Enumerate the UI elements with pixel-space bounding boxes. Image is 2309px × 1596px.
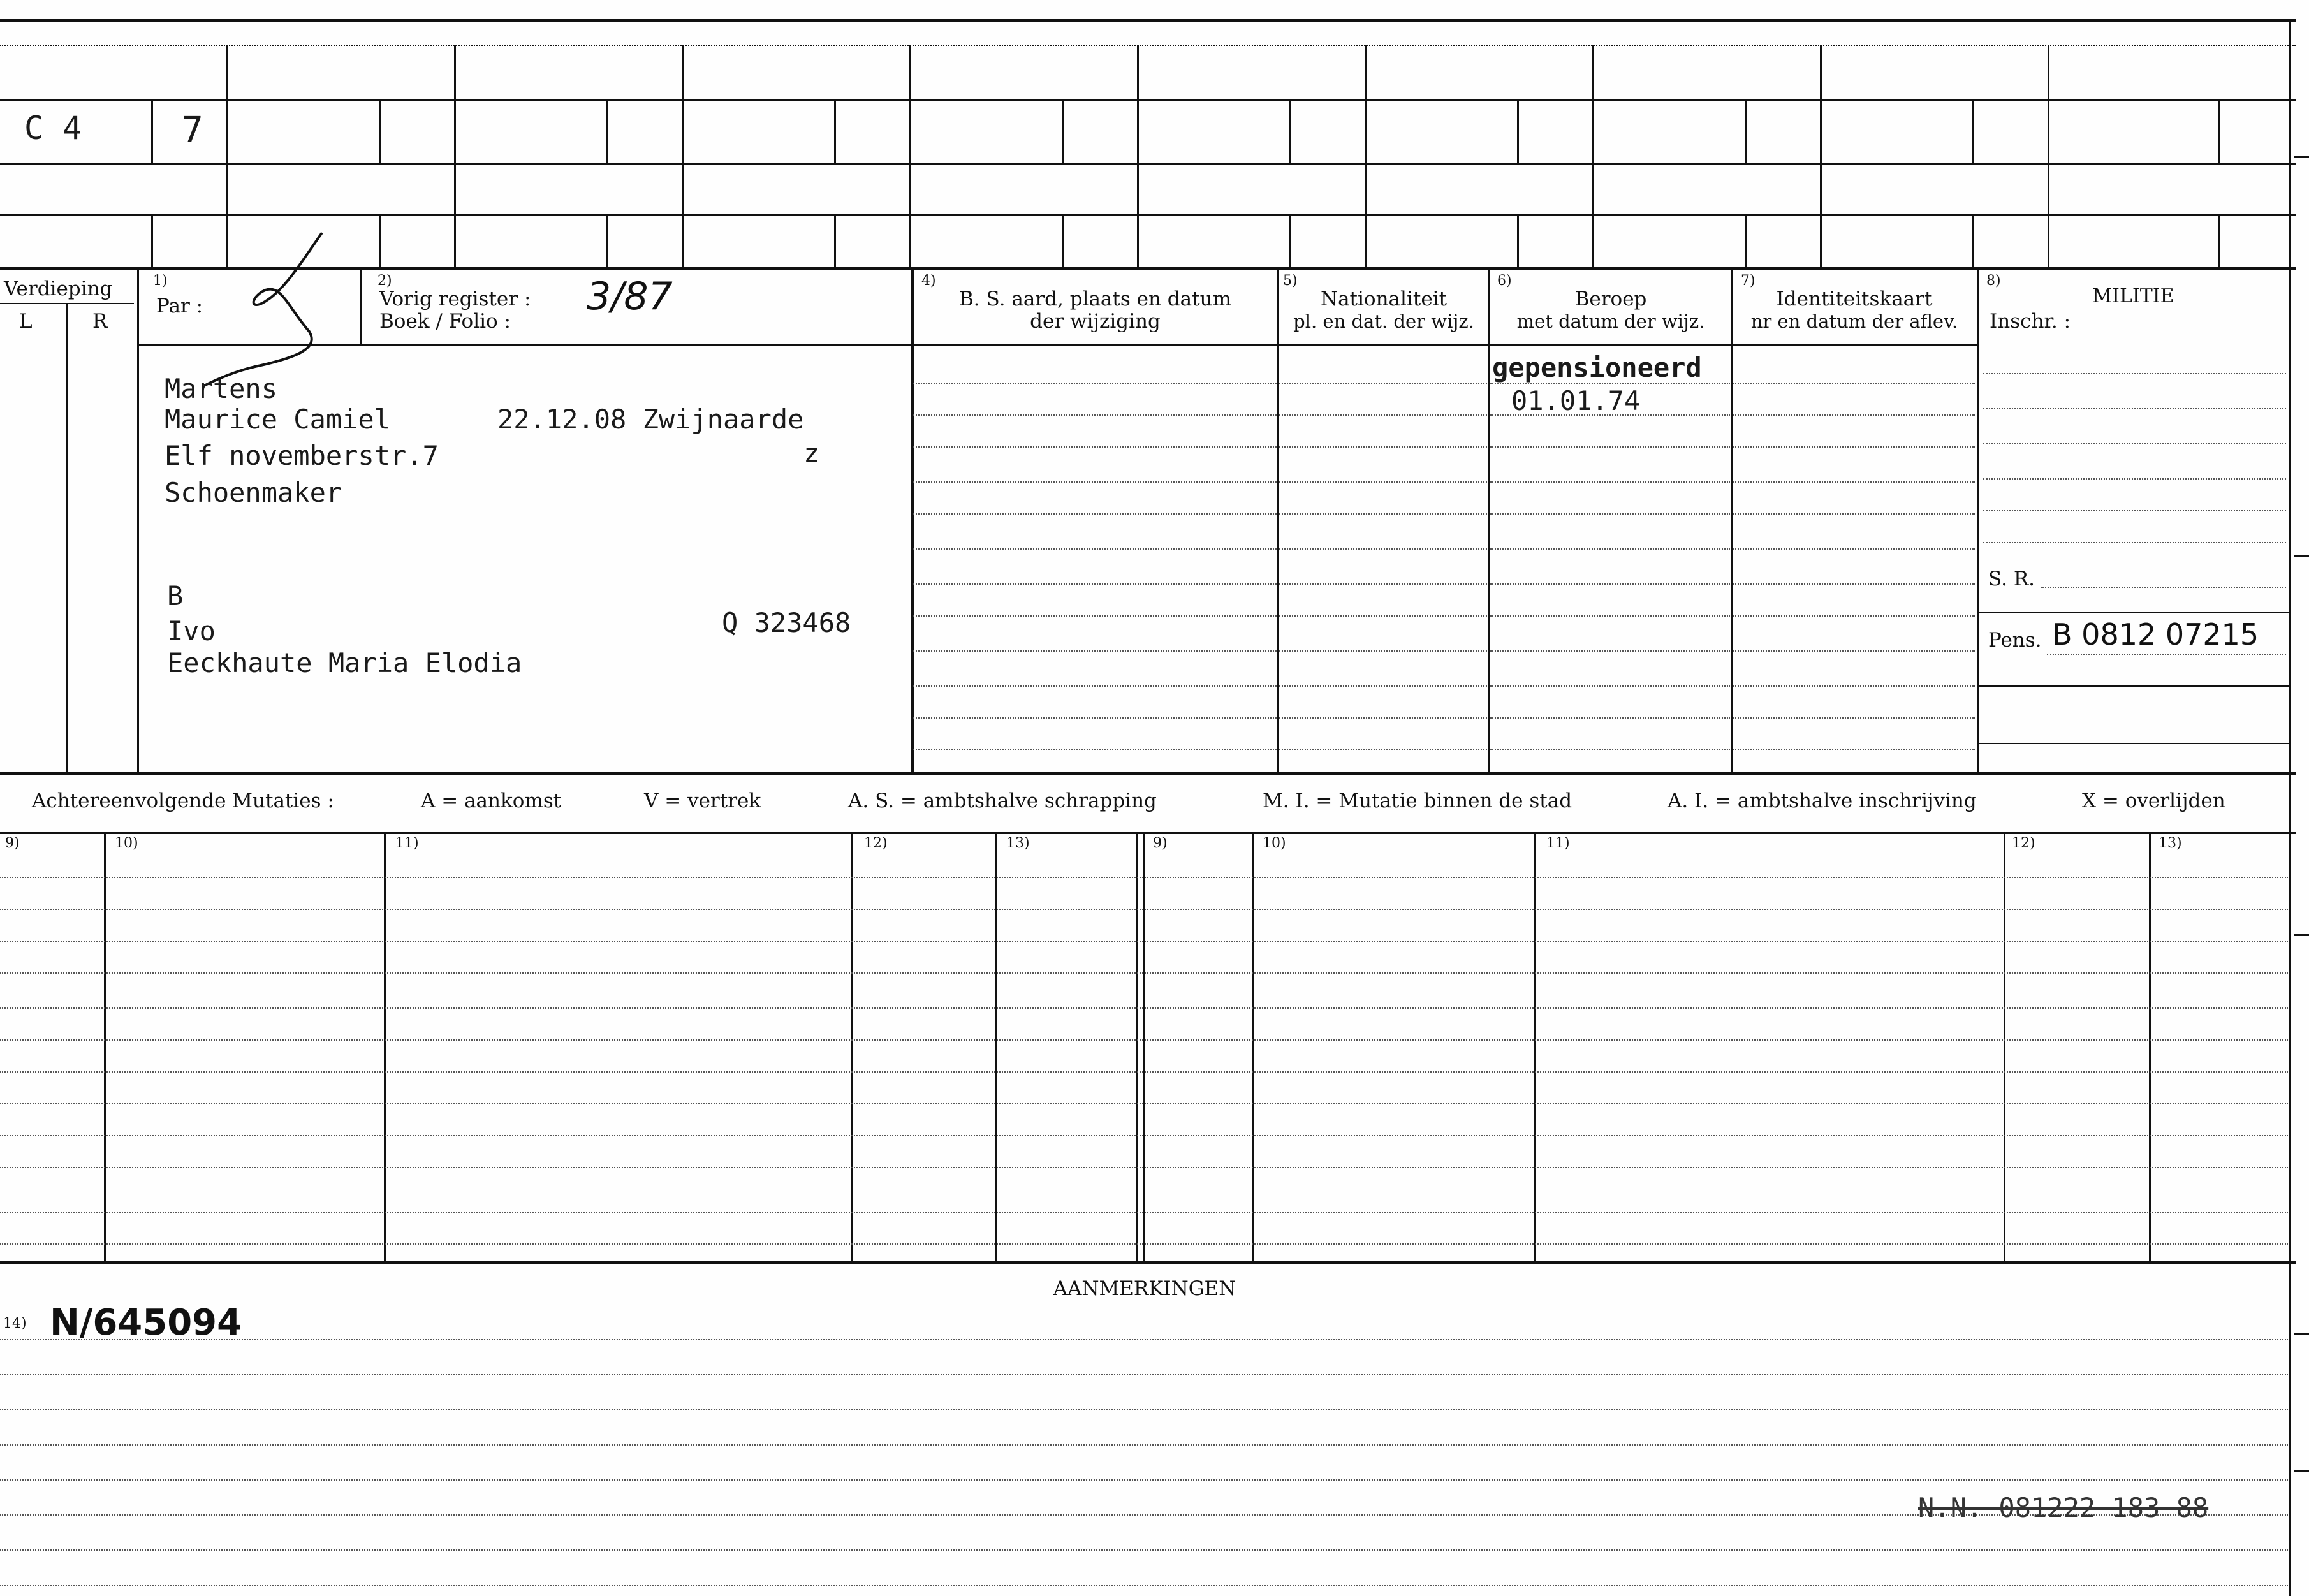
surname: Martens: [165, 373, 278, 404]
mut-col-12: 12): [864, 835, 888, 851]
boek-folio-label: Boek / Folio :: [379, 310, 511, 333]
legend-v: V = vertrek: [644, 789, 761, 812]
mut-col-10: 10): [115, 835, 138, 851]
identiteitskaart-label-2: nr en datum der aflev.: [1750, 311, 1958, 332]
pens-value: B 0812 07215: [2052, 617, 2259, 652]
mut-col-11b: 11): [1546, 835, 1570, 851]
col-r-label: R: [92, 310, 108, 333]
legend-title: Achtereenvolgende Mutaties :: [32, 789, 334, 812]
top-code-1: C 4: [24, 110, 82, 147]
nationaliteit-label-1: Nationaliteit: [1320, 288, 1448, 311]
mut-col-13: 13): [1006, 835, 1030, 851]
address-mark: z: [803, 437, 820, 469]
signature-scribble: [191, 230, 344, 389]
legend-x: X = overlijden: [2082, 789, 2225, 812]
legend-ai: A. I. = ambtshalve inschrijving: [1668, 789, 1977, 812]
vorig-register-value: 3/87: [587, 274, 673, 319]
id-code: Q 323468: [722, 607, 851, 638]
legend-a: A = aankomst: [421, 789, 562, 812]
address: Elf novemberstr.7: [165, 440, 439, 471]
bs-label-1: B. S. aard, plaats en datum: [959, 288, 1231, 311]
remarks-number: 14): [3, 1315, 27, 1331]
beroep-value: gepensioneerd: [1492, 352, 1702, 383]
mut-col-13b: 13): [2159, 835, 2182, 851]
remarks-value: N/645094: [50, 1302, 242, 1343]
mut-col-11: 11): [395, 835, 419, 851]
beroep-label-1: Beroep: [1574, 288, 1647, 311]
vorig-register-label: Vorig register :: [379, 288, 531, 311]
col-4-number: 4): [921, 273, 936, 289]
bs-label-2: der wijziging: [1030, 310, 1161, 333]
nationaliteit-label-2: pl. en dat. der wijz.: [1293, 311, 1474, 332]
beroep-label-2: met datum der wijz.: [1516, 311, 1705, 332]
code-b: B: [167, 580, 184, 611]
identiteitskaart-label-1: Identiteitskaart: [1776, 288, 1933, 311]
first-names: Maurice Camiel: [165, 404, 391, 435]
pens-label: Pens.: [1988, 629, 2042, 652]
mut-col-9: 9): [5, 835, 20, 851]
col-5-number: 5): [1283, 273, 1298, 289]
birth-date-place: 22.12.08 Zwijnaarde: [497, 404, 804, 435]
legend-mi: M. I. = Mutatie binnen de stad: [1263, 789, 1572, 812]
col-l-label: L: [19, 310, 33, 333]
national-number: N.N. 081222 183 88: [1918, 1492, 2209, 1523]
col-6-number: 6): [1497, 273, 1512, 289]
col-7-number: 7): [1741, 273, 1756, 289]
militie-label: MILITIE: [2092, 285, 2174, 307]
beroep-date: 01.01.74: [1511, 385, 1641, 416]
remarks-title: AANMERKINGEN: [1053, 1277, 1236, 1300]
top-code-2: 7: [182, 110, 203, 151]
inschr-label: Inschr. :: [1990, 310, 2071, 333]
mut-col-9b: 9): [1153, 835, 1168, 851]
par-label: Par :: [156, 295, 203, 318]
mut-col-12b: 12): [2012, 835, 2035, 851]
spouse-name: Eeckhaute Maria Elodia: [167, 647, 522, 678]
sr-label: S. R.: [1988, 567, 2035, 590]
relation-name: Ivo: [167, 615, 216, 647]
occupation: Schoenmaker: [165, 477, 342, 508]
col-8-number: 8): [1986, 273, 2001, 289]
legend-as: A. S. = ambtshalve schrapping: [848, 789, 1157, 812]
verdieping-label: Verdieping: [4, 277, 113, 300]
col-1-number: 1): [153, 273, 168, 289]
col-2-number: 2): [378, 273, 392, 289]
mut-col-10b: 10): [1263, 835, 1286, 851]
